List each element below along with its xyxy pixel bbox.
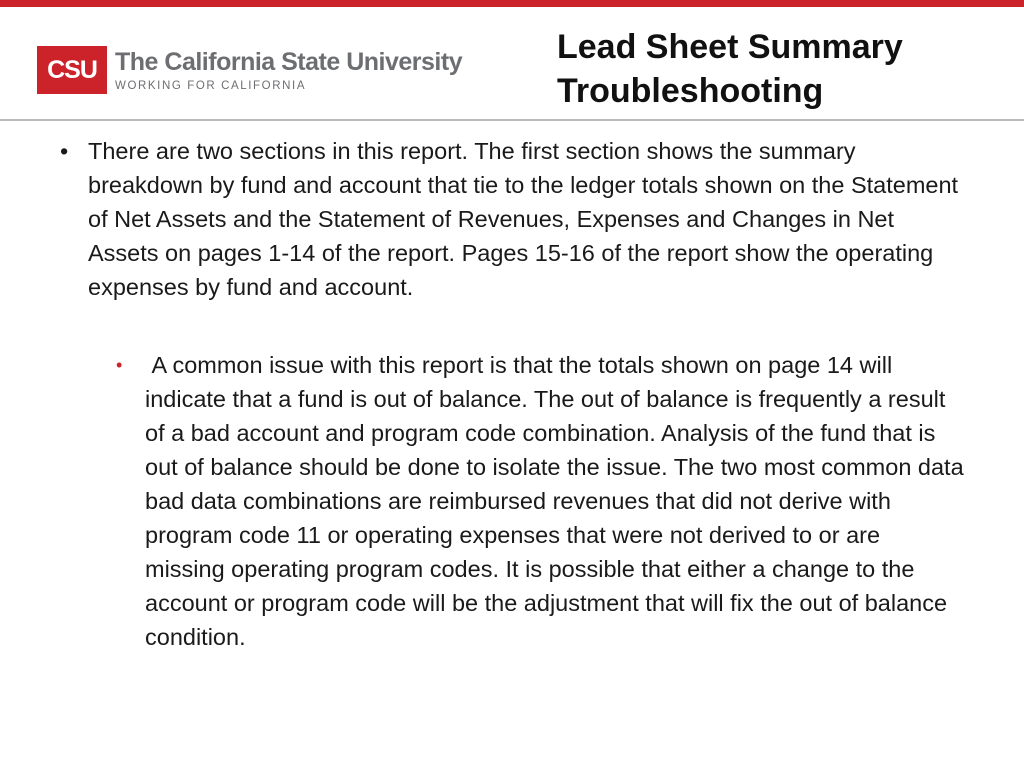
bullet-marker: • [60,138,69,164]
bullet-level-2 [116,348,976,654]
top-accent-bar [0,0,1024,7]
slide-title-line-1: Lead Sheet Summary [557,28,903,66]
csu-logo-name: The California State University [115,48,463,76]
slide-header [0,7,1024,119]
bullet-text: There are two sections in this report. The first section shows the summary breakdown by fund and account that tie to the ledger totals shown on the Statement of Net Assets and the Statement of Revenues, Expenses and Changes in Net Assets on pages 1-14 of the report. Pages 15-16 of the report show the operating expenses by fund and account. [88,138,959,300]
csu-logo-mark: CSU [37,46,107,94]
bullet-level-1 [60,134,980,304]
csu-logo-text [115,46,462,102]
header-divider [0,119,1024,121]
sub-bullet-text: A common issue with this report is that the totals shown on page 14 will indicate that a fund is out of balance. The out of balance is frequently a result of a bad account and program code combination. Analysis of the fund that is out of balance should be done to isolate the issue. The two most common data bad data combinations are reimbursed revenues that did not derive with program code 11 or operating expenses that were not derived to or are missing operating program codes. It is possible that either a change to the account or program code will be the adjustment that will fix the out of balance condition. [145,352,971,650]
slide-title [557,25,997,113]
csu-logo-tagline: WORKING FOR CALIFORNIA [115,80,307,92]
slide-title-line-2: Troubleshooting [557,72,824,110]
sub-bullet-marker: • [116,355,123,375]
csu-logo [37,46,462,102]
